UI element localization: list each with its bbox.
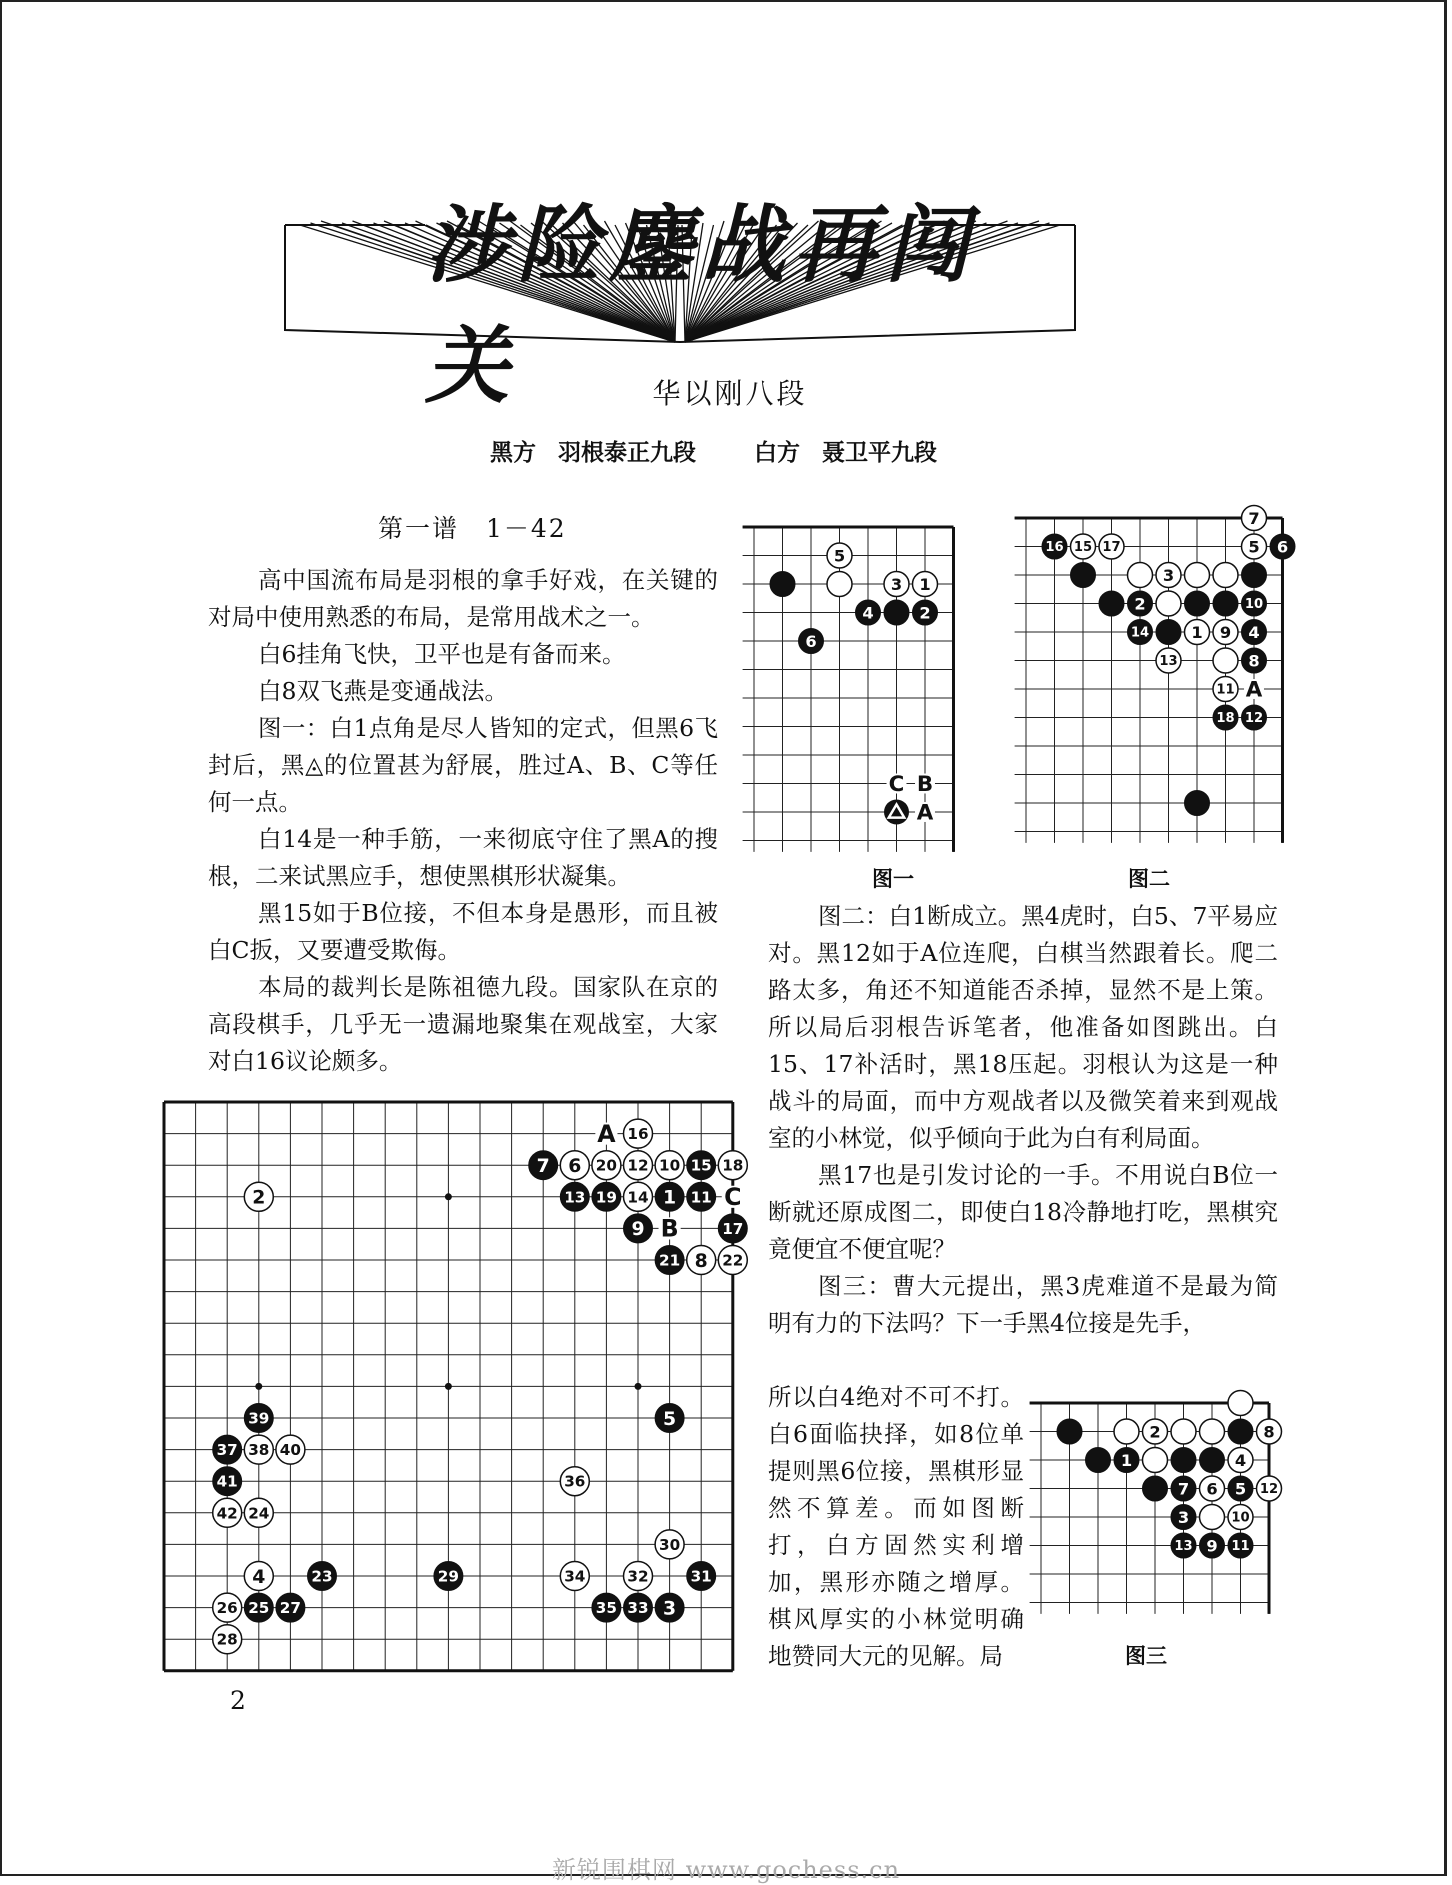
white-stone — [718, 1246, 747, 1275]
white-stone — [1200, 1505, 1225, 1530]
black-stone — [1270, 534, 1295, 559]
move-number: 20 — [595, 1156, 617, 1175]
figure-1-board — [750, 515, 990, 855]
move-number: 37 — [216, 1441, 238, 1460]
move-number: 22 — [722, 1251, 744, 1270]
paragraph: 图二：白1断成立。黑4虎时，白5、7平易应对。黑12如于A位连爬，白棋当然跟着长。爬二路太多，角还不知道能否杀掉，显然不是上策。所以局后羽根告诉笔者，他准备如图跳出。白15、17补活时，黑18压起。羽根认为这是一种战斗的局面，而中方观战者以及微笑着来到观战室的小林觉，似乎倾向于此为白有利局面。 — [768, 902, 1278, 1152]
paragraph: 图一：白1点角是尽人皆知的定式，但黑6飞封后，黑◬的位置甚为舒展，胜过A、B、C等任何一点。 — [208, 714, 718, 816]
black-stone — [1200, 1533, 1225, 1558]
move-number: 30 — [659, 1535, 681, 1554]
move-number: 34 — [564, 1567, 586, 1586]
board-letter-label: B — [660, 1214, 679, 1243]
white-stone — [884, 572, 909, 597]
move-number: 12 — [627, 1156, 649, 1175]
move-number: 7 — [1177, 1479, 1190, 1499]
move-number: 33 — [627, 1599, 649, 1618]
move-number: 9 — [631, 1219, 645, 1241]
black-stone — [1086, 1448, 1111, 1473]
narrow-column-text — [768, 1379, 1024, 1675]
black-stone — [1114, 1448, 1139, 1473]
white-stone — [1185, 563, 1210, 588]
white-stone — [624, 1562, 653, 1591]
white-stone — [213, 1593, 242, 1622]
star-point — [635, 1383, 642, 1390]
black-stone — [1171, 1533, 1196, 1558]
move-number: 1 — [1191, 622, 1203, 642]
black-stone — [592, 1593, 621, 1622]
paragraph: 黑15如于B位接，不但本身是愚形，而且被白C扳，又要遭受欺侮。 — [208, 899, 718, 964]
white-stone — [244, 1182, 273, 1211]
black-stone — [213, 1435, 242, 1464]
move-number: 9 — [1206, 1536, 1218, 1556]
white-stone — [655, 1151, 684, 1180]
white-stone — [1143, 1419, 1168, 1444]
black-stone — [1228, 1419, 1253, 1444]
move-number: 27 — [279, 1599, 301, 1618]
move-number: 14 — [1130, 625, 1150, 641]
black-stone — [1213, 591, 1238, 616]
move-number: 11 — [1231, 1539, 1250, 1555]
move-number: 39 — [248, 1409, 270, 1428]
figure-3-label: 图三 — [1125, 1644, 1167, 1668]
move-number: 36 — [564, 1472, 586, 1491]
black-stone — [1213, 705, 1238, 730]
figure-2-board — [1020, 510, 1290, 855]
black-stone — [244, 1593, 273, 1622]
black-stone — [1128, 620, 1153, 645]
move-number: 7 — [1248, 508, 1260, 528]
black-stone — [687, 1182, 716, 1211]
black-stone — [1242, 620, 1267, 645]
move-number: 3 — [890, 574, 903, 594]
move-number: 11 — [690, 1188, 712, 1207]
black-stone — [913, 600, 938, 625]
move-number: 10 — [659, 1156, 681, 1175]
white-stone — [1114, 1419, 1139, 1444]
black-stone — [770, 572, 795, 597]
move-number: 31 — [690, 1567, 712, 1586]
move-number: 11 — [1216, 682, 1235, 698]
move-number: 17 — [1102, 540, 1121, 556]
white-stone — [1228, 1505, 1253, 1530]
black-stone — [1242, 705, 1267, 730]
move-number: 9 — [1219, 622, 1232, 642]
black-stone — [655, 1182, 684, 1211]
paragraph: 高中国流布局是羽根的拿手好戏，在关键的对局中使用熟悉的布局，是常用战术之一。 — [208, 566, 718, 631]
paragraph: 图三：曹大元提出，黑3虎难道不是最为简明有力的下法吗？下一手黑4位接是先手， — [768, 1272, 1278, 1337]
move-number: 8 — [1248, 651, 1260, 671]
white-stone — [1099, 534, 1124, 559]
move-number: 4 — [862, 603, 874, 623]
black-stone — [799, 629, 824, 654]
white-stone — [213, 1625, 242, 1654]
move-number: 5 — [1234, 1479, 1247, 1499]
white-stone — [1213, 563, 1238, 588]
move-number: 5 — [663, 1408, 677, 1430]
white-stone — [1257, 1419, 1282, 1444]
move-number: 6 — [568, 1155, 582, 1177]
paragraph: 黑17也是引发讨论的一手。不用说白B位一断就还原成图二，即使白18冷静地打吃，黑棋究竟便宜不便宜呢？ — [768, 1161, 1278, 1263]
white-stone — [592, 1151, 621, 1180]
white-stone — [624, 1151, 653, 1180]
move-number: 18 — [1216, 711, 1235, 727]
white-stone — [560, 1467, 589, 1496]
black-stone — [1200, 1448, 1225, 1473]
black-stone — [560, 1182, 589, 1211]
white-stone — [1200, 1476, 1225, 1501]
move-number: 2 — [919, 603, 931, 623]
move-number: 3 — [1162, 565, 1175, 585]
black-stone — [1143, 1476, 1168, 1501]
board-letter-label: A — [1245, 677, 1263, 703]
paragraph: 所以白4绝对不可不打。白6面临抉择，如8位单提则黑6位接，黑棋形显然不算差。而如图断打，白方固然实利增加，黑形亦随之增厚。棋风厚实的小林觉明确地赞同大元的见解。局 — [768, 1383, 1024, 1670]
white-stone — [1156, 563, 1181, 588]
move-number: 18 — [722, 1156, 744, 1175]
marked-black-stone — [884, 800, 909, 825]
star-point — [445, 1383, 452, 1390]
white-stone — [560, 1151, 589, 1180]
move-number: 10 — [1231, 1510, 1250, 1526]
board-letter-label: C — [724, 1183, 742, 1212]
move-number: 38 — [248, 1441, 270, 1460]
black-stone — [856, 600, 881, 625]
paragraph: 白14是一种手筋，一来彻底守住了黑A的搜根，二来试黑应手，想使黑棋形状凝集。 — [208, 825, 718, 890]
move-number: 24 — [248, 1504, 270, 1523]
move-number: 41 — [216, 1472, 238, 1491]
white-stone — [1171, 1419, 1196, 1444]
move-number: 29 — [437, 1567, 459, 1586]
star-point — [255, 1383, 262, 1390]
move-number: 2 — [1149, 1422, 1161, 1442]
black-stone — [624, 1593, 653, 1622]
white-stone — [1143, 1448, 1168, 1473]
move-number: 28 — [216, 1630, 238, 1649]
black-stone — [655, 1404, 684, 1433]
black-stone — [1228, 1533, 1253, 1558]
white-stone — [718, 1151, 747, 1180]
white-stone — [1213, 648, 1238, 673]
move-number: 15 — [1073, 540, 1093, 556]
black-stone — [1057, 1419, 1082, 1444]
white-label: 白方 — [754, 440, 800, 466]
white-stone — [1228, 1448, 1253, 1473]
author-line: 华以刚八段 — [652, 377, 808, 410]
white-stone — [827, 572, 852, 597]
right-column-text — [768, 898, 1278, 1342]
white-stone — [1213, 620, 1238, 645]
black-stone — [1042, 534, 1067, 559]
white-stone — [827, 543, 852, 568]
move-number: 8 — [1263, 1422, 1275, 1442]
move-number: 26 — [216, 1599, 238, 1618]
white-stone — [1156, 648, 1181, 673]
black-stone — [1185, 791, 1210, 816]
black-stone — [687, 1151, 716, 1180]
white-stone — [1200, 1419, 1225, 1444]
white-stone — [1242, 534, 1267, 559]
move-number: 13 — [564, 1188, 586, 1207]
move-number: 23 — [311, 1567, 333, 1586]
figure-3-board — [1035, 1395, 1295, 1630]
move-number: 42 — [216, 1504, 238, 1523]
move-number: 16 — [627, 1125, 649, 1144]
move-number: 16 — [1045, 540, 1064, 556]
white-stone — [1071, 534, 1096, 559]
white-stone — [687, 1246, 716, 1275]
move-number: 4 — [1248, 622, 1260, 642]
paragraph: 白6挂角飞快，卫平也是有备而来。 — [258, 640, 626, 668]
black-stone — [434, 1562, 463, 1591]
move-number: 3 — [663, 1598, 677, 1620]
black-stone — [1242, 563, 1267, 588]
white-stone — [624, 1119, 653, 1148]
site-watermark: 新锐围棋网 www.gochess.cn — [551, 1856, 901, 1884]
white-stone — [244, 1562, 273, 1591]
black-stone — [1171, 1448, 1196, 1473]
move-number: 4 — [1234, 1450, 1247, 1470]
move-number: 12 — [1259, 1482, 1279, 1498]
move-number: 10 — [1244, 597, 1264, 613]
black-stone — [655, 1246, 684, 1275]
white-stone — [1228, 1391, 1253, 1416]
black-stone — [592, 1182, 621, 1211]
star-point — [445, 1193, 452, 1200]
white-stone — [1156, 591, 1181, 616]
white-stone — [1128, 563, 1153, 588]
white-stone — [913, 572, 938, 597]
black-stone — [244, 1404, 273, 1433]
black-stone — [624, 1214, 653, 1243]
black-stone — [1171, 1476, 1196, 1501]
left-column-text — [208, 562, 718, 1080]
black-player: 羽根泰正九段 — [558, 440, 696, 466]
black-stone — [718, 1214, 747, 1243]
black-stone — [529, 1151, 558, 1180]
move-number: 25 — [248, 1599, 270, 1618]
article-title: 涉险鏖战再闯关 — [425, 195, 978, 415]
board-letter-label: B — [916, 771, 934, 797]
black-stone — [655, 1593, 684, 1622]
black-stone — [1156, 620, 1181, 645]
move-number: 13 — [1174, 1539, 1193, 1555]
main-game-board — [160, 1098, 744, 1670]
white-player: 聂卫平九段 — [822, 440, 937, 466]
paragraph: 本局的裁判长是陈祖德九段。国家队在京的高段棋手，几乎无一遗漏地聚集在观战室，大家对白16议论颇多。 — [208, 973, 718, 1075]
move-number: 4 — [252, 1566, 266, 1588]
white-stone — [1242, 506, 1267, 531]
move-number: 32 — [627, 1567, 649, 1586]
move-number: 6 — [1206, 1479, 1218, 1499]
move-number: 1 — [1120, 1450, 1133, 1470]
figure-2-label: 图二 — [1128, 867, 1170, 891]
white-stone — [244, 1435, 273, 1464]
white-stone — [213, 1498, 242, 1527]
move-number: 40 — [279, 1441, 301, 1460]
move-number: 17 — [722, 1219, 744, 1238]
black-stone — [213, 1467, 242, 1496]
move-number: 3 — [1177, 1507, 1190, 1527]
move-number: 13 — [1159, 654, 1178, 670]
board-letter-label: A — [916, 800, 934, 826]
move-number: 35 — [595, 1599, 617, 1618]
page-number: 2 — [230, 1686, 246, 1715]
white-stone — [624, 1182, 653, 1211]
white-stone — [655, 1530, 684, 1559]
move-number: 19 — [595, 1188, 617, 1207]
move-number: 6 — [805, 631, 817, 651]
move-number: 2 — [252, 1187, 266, 1209]
white-stone — [560, 1562, 589, 1591]
white-stone — [244, 1498, 273, 1527]
lesson-title: 第一谱 1－42 — [378, 514, 567, 543]
paragraph: 白8双飞燕是变通战法。 — [258, 677, 508, 705]
black-stone — [1242, 648, 1267, 673]
board-letter-label: A — [597, 1119, 616, 1148]
move-number: 2 — [1134, 594, 1146, 614]
move-number: 21 — [659, 1251, 681, 1270]
move-number: 1 — [919, 574, 931, 594]
black-stone — [1185, 591, 1210, 616]
move-number: 1 — [663, 1187, 677, 1209]
figure-1-label: 图一 — [872, 867, 914, 891]
black-stone — [1242, 591, 1267, 616]
black-stone — [1099, 591, 1124, 616]
move-number: 12 — [1244, 711, 1264, 727]
black-stone — [884, 600, 909, 625]
black-stone — [687, 1562, 716, 1591]
move-number: 5 — [833, 546, 846, 566]
move-number: 8 — [694, 1250, 708, 1272]
move-number: 15 — [690, 1156, 712, 1175]
black-stone — [1171, 1505, 1196, 1530]
black-stone — [276, 1593, 305, 1622]
white-stone — [276, 1435, 305, 1464]
players-line — [490, 434, 1050, 467]
black-stone — [1228, 1476, 1253, 1501]
move-number: 7 — [536, 1155, 550, 1177]
move-number: 6 — [1276, 537, 1289, 557]
black-stone — [308, 1562, 337, 1591]
white-stone — [1185, 620, 1210, 645]
move-number: 14 — [627, 1188, 649, 1207]
white-stone — [1213, 677, 1238, 702]
white-stone — [1257, 1476, 1282, 1501]
black-stone — [1071, 563, 1096, 588]
black-stone — [1128, 591, 1153, 616]
black-label: 黑方 — [490, 440, 536, 466]
move-number: 5 — [1248, 537, 1260, 557]
board-letter-label: C — [888, 771, 905, 797]
